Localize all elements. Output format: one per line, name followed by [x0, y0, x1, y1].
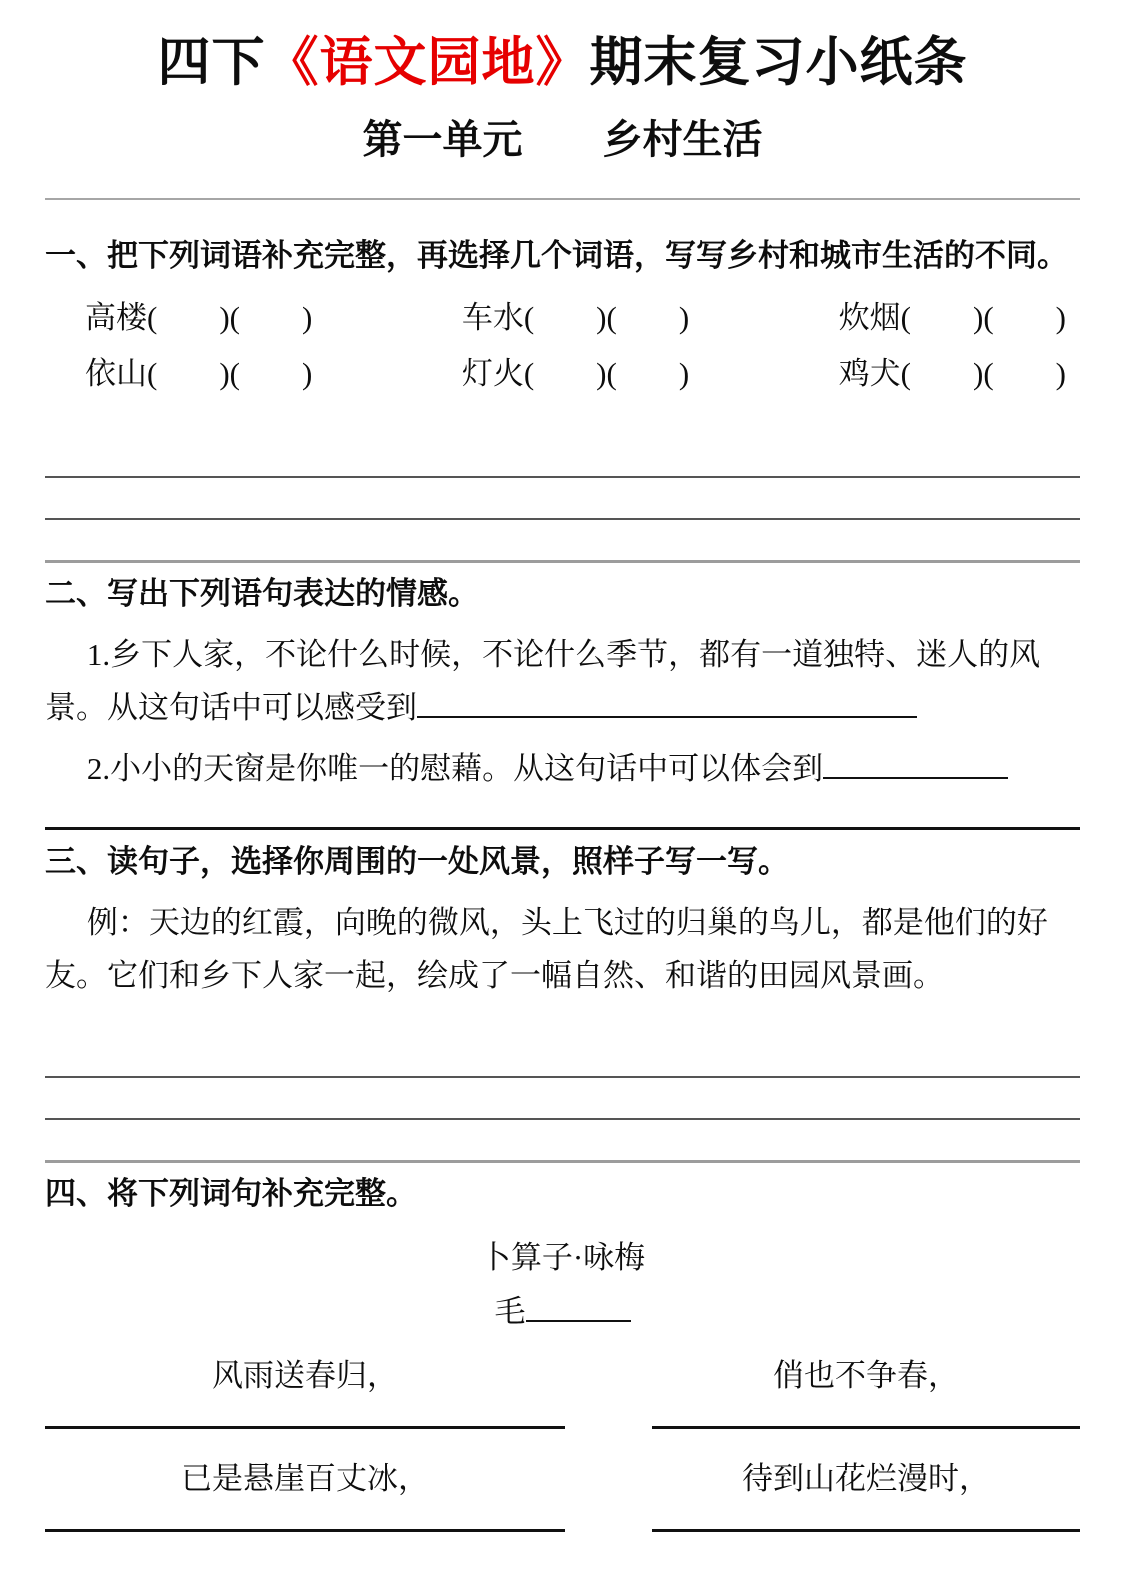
poem-column-left — [45, 1354, 565, 1560]
word-blank-jiquan: 鸡犬( )( ) — [838, 356, 1066, 392]
example-sentence: 例：天边的红霞，向晚的微风，头上飞过的归巢的鸟儿，都是他们的好友。它们和乡下人家一起，绘成了一幅自然、和谐的田园风景画。 — [45, 905, 1048, 994]
title-highlight: 《语文园地》 — [265, 34, 590, 92]
section-one-heading: 一、把下列词语补充完整，再选择几个词语，写写乡村和城市生活的不同。 — [45, 238, 1068, 274]
poem-grid — [45, 1354, 1080, 1560]
title-suffix: 期末复习小纸条 — [589, 34, 968, 92]
answer-line — [45, 478, 1080, 520]
poem-answer-line — [652, 1529, 1080, 1532]
poem-line: 风雨送春归， — [212, 1358, 398, 1394]
word-blank-yishan: 依山( )( ) — [85, 356, 313, 392]
poem-answer-line — [45, 1426, 565, 1429]
word-row — [85, 346, 1066, 402]
title-prefix: 四下 — [157, 34, 266, 92]
poem-title: 卜算子·咏梅 — [479, 1240, 646, 1276]
section-two — [45, 568, 1080, 830]
word-blank-chuiyan: 炊烟( )( ) — [838, 300, 1066, 336]
section-four-heading: 四、将下列词句补充完整。 — [45, 1176, 417, 1212]
question-item-2 — [45, 742, 1080, 795]
unit-subtitle: 第一单元 乡村生活 — [362, 117, 763, 163]
answer-line — [45, 1036, 1080, 1078]
word-blank-gaolou: 高楼( )( ) — [85, 300, 313, 336]
section-one — [45, 230, 1080, 520]
poem-line: 俏也不争春， — [773, 1358, 959, 1394]
answer-line-black — [45, 827, 1080, 830]
fill-blank-line — [526, 1292, 631, 1322]
poem-answer-line — [652, 1426, 1080, 1429]
answer-line — [45, 1078, 1080, 1120]
poem-line: 待到山花烂漫时， — [742, 1461, 990, 1497]
section-divider — [45, 560, 1080, 563]
poem-column-right — [652, 1354, 1080, 1560]
section-three-heading: 三、读句子，选择你周围的一处风景，照样子写一写。 — [45, 844, 789, 880]
fill-blank-line — [417, 688, 917, 718]
answer-line — [45, 436, 1080, 478]
question-item-1 — [45, 628, 1080, 734]
section-divider — [45, 1160, 1080, 1163]
header-divider — [45, 198, 1080, 200]
poem-line: 已是悬崖百丈冰， — [181, 1461, 429, 1497]
word-blank-cheshui: 车水( )( ) — [461, 300, 690, 336]
section-four — [45, 1168, 1080, 1560]
word-completion-grid — [45, 290, 1080, 402]
word-row — [85, 290, 1066, 346]
poem-author-prefix: 毛 — [494, 1294, 526, 1330]
poem-author-line — [45, 1290, 1080, 1334]
question-1-text: 1.乡下人家，不论什么时候，不论什么季节，都有一道独特、迷人的风景。从这句话中可以感受到 — [45, 637, 1041, 726]
writing-lines — [45, 436, 1080, 520]
fill-blank-line — [823, 749, 1008, 779]
page-title — [45, 30, 1080, 96]
writing-lines — [45, 1036, 1080, 1120]
word-blank-denghuo: 灯火( )( ) — [461, 356, 690, 392]
poem-answer-line — [45, 1529, 565, 1532]
section-two-heading: 二、写出下列语句表达的情感。 — [45, 576, 479, 612]
question-2-text: 2.小小的天窗是你唯一的慰藉。从这句话中可以体会到 — [86, 751, 824, 787]
section-three — [45, 836, 1080, 1120]
